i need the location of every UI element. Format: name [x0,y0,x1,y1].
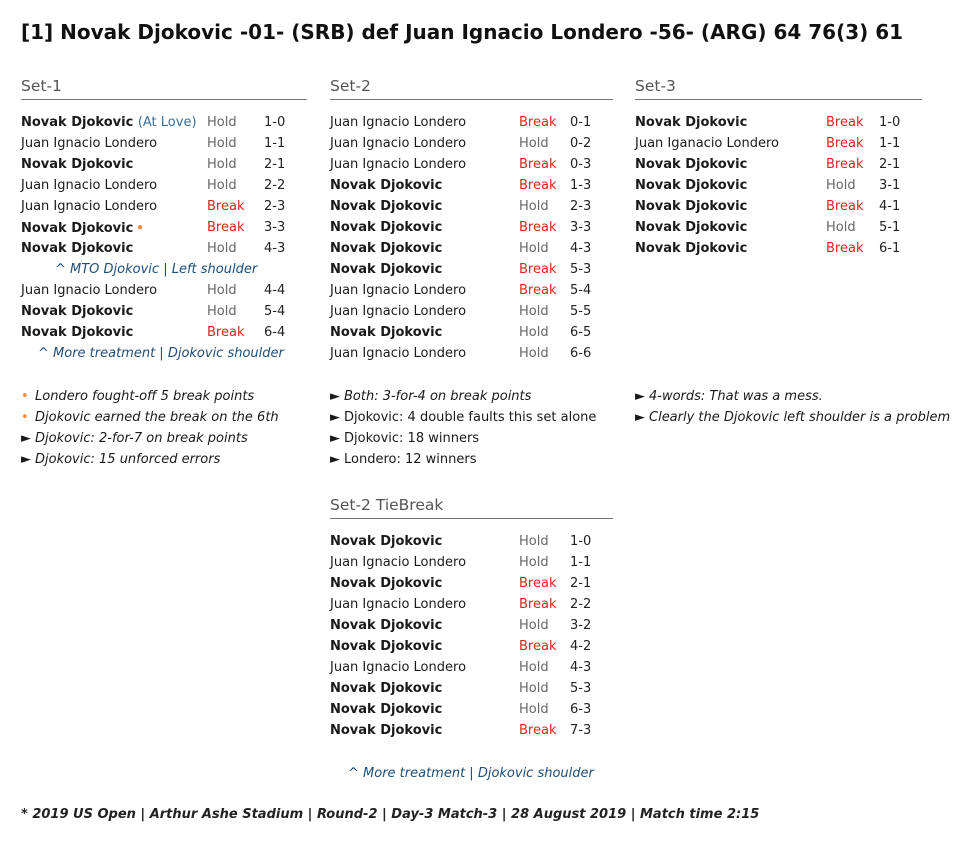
player-name-text: Novak Djokovic [21,157,134,172]
player-name-text: Novak Djokovic [330,618,443,633]
game-row [21,114,307,135]
game-result: Break [519,220,557,235]
game-row [635,114,922,135]
game-score: 5-1 [879,220,901,235]
game-result: Hold [207,178,237,193]
player-name [330,219,442,237]
player-name-text: Juan Ignacio Londero [21,178,158,193]
game-score: 2-3 [264,199,286,214]
game-result: Hold [519,346,549,361]
player-name-text: Novak Djokovic [635,115,748,130]
game-row [330,345,613,366]
player-name-text: Novak Djokovic [330,702,443,717]
set3-notes [635,386,950,428]
player-name-text: Juan Ignacio Londero [330,157,467,172]
game-score: 0-1 [570,115,592,130]
player-name [330,114,466,132]
player-name [21,114,197,132]
note-item [21,386,279,407]
game-row [21,177,307,198]
game-row [330,282,613,303]
game-score: 6-1 [879,241,901,256]
game-score: 4-3 [570,660,592,675]
note-item [330,449,596,470]
game-result: Break [207,325,245,340]
game-score: 3-3 [264,220,286,235]
game-result: Hold [207,304,237,319]
player-name-text: Novak Djokovic [330,681,443,696]
note-text: Djokovic: 2-for-7 on break points [35,431,248,446]
player-name-text: Novak Djokovic [21,115,134,130]
game-score: 6-3 [570,702,592,717]
game-result: Break [519,576,557,591]
player-name [635,177,747,195]
player-name-text: Novak Djokovic [330,262,443,277]
arrow-right-icon: ► [330,389,340,404]
game-result: Break [519,157,557,172]
game-row [330,722,613,743]
game-result: Break [519,262,557,277]
set2-notes [330,386,596,470]
game-result: Hold [519,199,549,214]
player-name [635,156,747,174]
game-score: 2-1 [264,157,286,172]
set2-heading: Set-2 [330,77,613,100]
arrow-right-icon: ► [330,431,340,446]
player-name [21,303,133,321]
game-row [21,135,307,156]
player-name [635,135,779,153]
player-name-text: Novak Djokovic [330,325,443,340]
game-row [330,617,613,638]
game-row [635,156,922,177]
game-result: Break [519,723,557,738]
game-score: 1-3 [570,178,592,193]
player-name [21,156,133,174]
game-row [330,554,613,575]
player-name [635,198,747,216]
game-result: Hold [519,681,549,696]
game-result: Break [519,115,557,130]
game-row [330,261,613,282]
player-name-text: Novak Djokovic [21,221,134,236]
tiebreak-treatment-note: ^ More treatment | Djokovic shoulder [348,766,594,781]
game-result: Hold [207,283,237,298]
player-name-text: Novak Djokovic [21,325,134,340]
game-row [21,324,307,345]
player-name [330,240,442,258]
game-score: 2-2 [264,178,286,193]
game-score: 1-1 [570,555,592,570]
game-score: 2-3 [570,199,592,214]
game-score: 0-2 [570,136,592,151]
game-score: 5-3 [570,262,592,277]
game-result: Break [826,241,864,256]
game-row [330,156,613,177]
note-text: Londero fought-off 5 break points [35,389,255,404]
game-result: Hold [519,702,549,717]
player-name [330,638,442,656]
arrow-right-icon: ► [330,410,340,425]
set2-column [330,77,613,366]
player-name [330,282,466,300]
player-name-text: Juan Ignacio Londero [21,283,158,298]
arrow-right-icon: ► [635,410,645,425]
note-text: Djokovic: 18 winners [344,431,480,446]
game-row [330,303,613,324]
player-name-text: Novak Djokovic [330,723,443,738]
game-row [21,303,307,324]
set1-column [21,77,307,366]
player-name [330,198,442,216]
note-item [635,386,950,407]
set3-column [635,77,922,261]
player-name-text: Juan Ignacio Londero [21,136,158,151]
game-score: 4-4 [264,283,286,298]
player-name [330,135,466,153]
set1-heading: Set-1 [21,77,307,100]
note-item [21,449,279,470]
game-score: 1-0 [264,115,286,130]
game-row [21,282,307,303]
bullet-dot-icon: • [21,410,29,425]
player-name-text: Novak Djokovic [330,199,443,214]
note-item [330,407,596,428]
note-text: Djokovic: 4 double faults this set alone [344,410,597,425]
game-row [330,198,613,219]
set1-notes [21,386,279,470]
page-title: [1] Novak Djokovic -01- (SRB) def Juan Ignacio Londero -56- (ARG) 64 76(3) 61 [21,20,904,44]
game-score: 1-0 [879,115,901,130]
tiebreak-column [330,496,613,743]
player-name [330,554,466,572]
player-name-text: Juan Ignacio Londero [330,346,467,361]
game-result: Hold [207,157,237,172]
game-row [330,701,613,722]
player-name [330,177,442,195]
player-name [21,219,144,238]
game-row [330,135,613,156]
player-name-text: Juan Iganacio Londero [635,136,779,151]
game-score: 4-1 [879,199,901,214]
player-name [330,303,466,321]
game-result: Hold [519,534,549,549]
player-name [330,575,442,593]
game-row [21,198,307,219]
game-row [330,533,613,554]
game-score: 5-3 [570,681,592,696]
player-name-text: Juan Ignacio Londero [330,555,467,570]
player-name-text: Juan Ignacio Londero [330,597,467,612]
note-text: Djokovic: 15 unforced errors [35,452,221,467]
player-name-text: Juan Ignacio Londero [330,660,467,675]
game-row [21,240,307,261]
player-name [21,282,157,300]
game-row [21,156,307,177]
player-name [21,240,133,258]
treatment-note: ^ MTO Djokovic | Left shoulder [55,262,258,277]
game-result: Hold [519,555,549,570]
set1-table [21,114,307,366]
player-name [635,240,747,258]
set3-table [635,114,922,261]
game-row [635,135,922,156]
note-text: Londero: 12 winners [344,452,477,467]
game-result: Hold [519,241,549,256]
game-result: Break [519,178,557,193]
arrow-right-icon: ► [21,431,31,446]
game-result: Hold [207,115,237,130]
match-footer: * 2019 US Open | Arthur Ashe Stadium | Round-2 | Day-3 Match-3 | 28 August 2019 | Match time 2:15 [21,807,760,822]
game-result: Break [519,597,557,612]
game-result: Hold [519,618,549,633]
set3-heading: Set-3 [635,77,922,100]
game-row [21,219,307,240]
player-name [330,596,466,614]
player-name-text: Novak Djokovic [21,304,134,319]
player-name [21,135,157,153]
game-row [330,219,613,240]
player-name [330,345,466,363]
game-row [330,324,613,345]
game-row [330,177,613,198]
note-text: 4-words: That was a mess. [649,389,823,404]
game-score: 2-1 [879,157,901,172]
arrow-right-icon: ► [21,452,31,467]
note-item [21,428,279,449]
player-name [330,680,442,698]
player-name [330,617,442,635]
game-score: 7-3 [570,723,592,738]
game-result: Break [519,283,557,298]
game-score: 1-0 [570,534,592,549]
game-row [330,638,613,659]
player-name [330,324,442,342]
game-result: Hold [519,304,549,319]
player-name-text: Novak Djokovic [21,241,134,256]
player-name [21,198,157,216]
game-result: Hold [519,660,549,675]
note-item [635,407,950,428]
game-score: 6-4 [264,325,286,340]
game-score: 6-6 [570,346,592,361]
game-row [635,219,922,240]
game-score: 3-1 [879,178,901,193]
game-result: Break [826,199,864,214]
note-text: Both: 3-for-4 on break points [344,389,532,404]
bullet-marker: • [136,221,144,235]
player-name-text: Novak Djokovic [635,157,748,172]
game-result: Break [207,220,245,235]
game-result: Hold [826,220,856,235]
game-row [330,114,613,135]
game-score: 3-2 [570,618,592,633]
game-row [330,575,613,596]
player-name-text: Novak Djokovic [635,199,748,214]
game-score: 2-1 [570,576,592,591]
player-name-text: Juan Ignacio Londero [330,115,467,130]
player-name [635,114,747,132]
tiebreak-table [330,533,613,743]
game-row [635,240,922,261]
player-name-text: Novak Djokovic [635,178,748,193]
game-score: 2-2 [570,597,592,612]
game-row [635,198,922,219]
game-score: 5-5 [570,304,592,319]
game-row [330,659,613,680]
player-name [330,533,442,551]
game-score: 5-4 [264,304,286,319]
note-item [21,407,279,428]
player-name-text: Juan Ignacio Londero [330,283,467,298]
player-name-text: Novak Djokovic [635,241,748,256]
game-result: Hold [826,178,856,193]
player-name-text: Novak Djokovic [330,576,443,591]
game-score: 3-3 [570,220,592,235]
game-result: Break [826,136,864,151]
game-result: Break [826,115,864,130]
player-name [330,722,442,740]
game-result: Hold [519,136,549,151]
game-result: Hold [519,325,549,340]
player-name [330,156,466,174]
player-name-text: Novak Djokovic [330,639,443,654]
game-score: 4-2 [570,639,592,654]
treatment-note: ^ More treatment | Djokovic shoulder [38,346,284,361]
player-name [330,261,442,279]
player-name [330,659,466,677]
game-result: Break [826,157,864,172]
note-text: Djokovic earned the break on the 6th [35,410,279,425]
game-score: 1-1 [879,136,901,151]
game-row [330,680,613,701]
game-row [330,240,613,261]
game-score: 5-4 [570,283,592,298]
game-row [330,596,613,617]
game-score: 4-3 [570,241,592,256]
set2-table [330,114,613,366]
player-name [635,219,747,237]
arrow-right-icon: ► [635,389,645,404]
note-item [330,386,596,407]
note-item [330,428,596,449]
game-score: 4-3 [264,241,286,256]
player-name-text: Novak Djokovic [330,178,443,193]
game-result: Hold [207,241,237,256]
player-name-text: Novak Djokovic [635,220,748,235]
player-name [21,324,133,342]
game-annotation: (At Love) [137,115,197,130]
player-name-text: Juan Ignacio Londero [330,304,467,319]
note-text: Clearly the Djokovic left shoulder is a problem [649,410,951,425]
game-result: Break [519,639,557,654]
arrow-right-icon: ► [330,452,340,467]
player-name-text: Novak Djokovic [330,534,443,549]
player-name [21,177,157,195]
game-score: 0-3 [570,157,592,172]
tiebreak-heading: Set-2 TieBreak [330,496,613,519]
player-name-text: Novak Djokovic [330,241,443,256]
game-score: 1-1 [264,136,286,151]
game-row [635,177,922,198]
player-name [330,701,442,719]
game-result: Hold [207,136,237,151]
player-name-text: Novak Djokovic [330,220,443,235]
player-name-text: Juan Ignacio Londero [21,199,158,214]
game-score: 6-5 [570,325,592,340]
game-result: Break [207,199,245,214]
bullet-dot-icon: • [21,389,29,404]
player-name-text: Juan Ignacio Londero [330,136,467,151]
